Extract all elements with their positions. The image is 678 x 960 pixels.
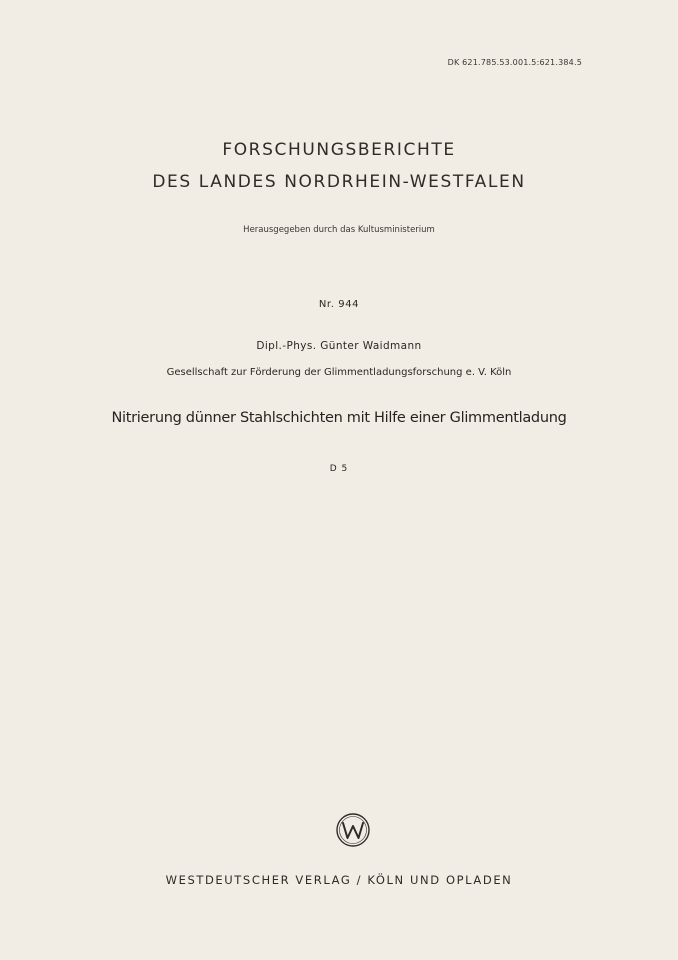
- volume-number: Nr. 944: [318, 299, 360, 310]
- series-title: [0, 134, 678, 198]
- publisher-logo-icon: [334, 811, 372, 849]
- institution: Gesellschaft zur Förderung der Glimmentladungsforschung e. V. Köln: [166, 367, 512, 378]
- author: Dipl.-Phys. Günter Waidmann: [256, 340, 422, 352]
- book-title: Nitrierung dünner Stahlschichten mit Hilfe einer Glimmentladung: [111, 410, 567, 426]
- series-title-line-2: DES LANDES NORDRHEIN-WESTFALEN: [152, 172, 526, 192]
- publisher-note: Herausgegeben durch das Kultusministerium: [243, 225, 435, 235]
- publisher-imprint: WESTDEUTSCHER VERLAG / KÖLN UND OPLADEN: [165, 873, 513, 887]
- series-title-line-1: FORSCHUNGSBERICHTE: [222, 140, 456, 160]
- series-code: D 5: [329, 464, 349, 474]
- dk-classification: DK 621.785.53.001.5:621.384.5: [447, 58, 582, 67]
